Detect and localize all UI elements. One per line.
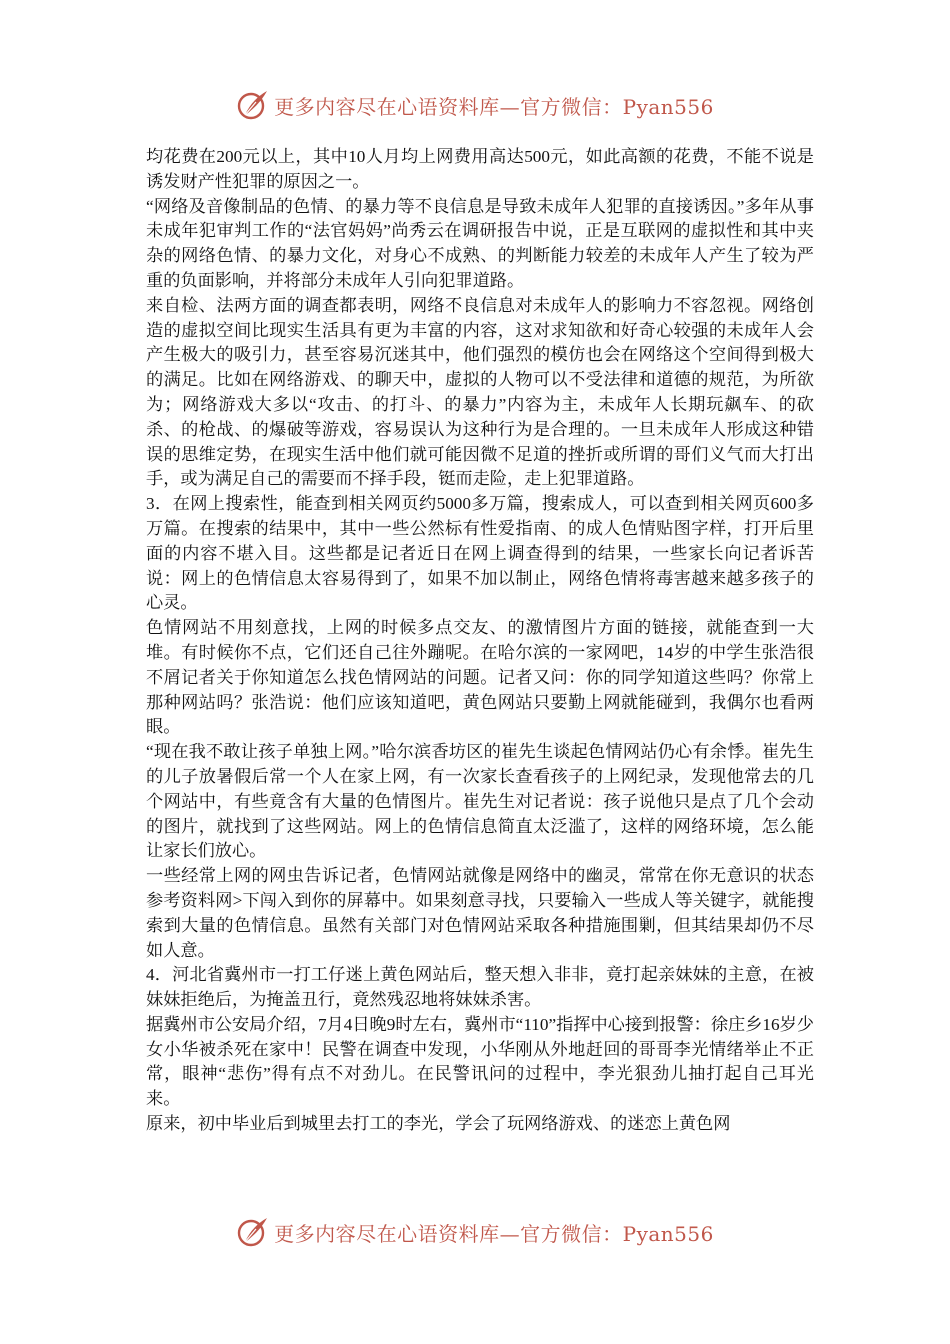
paragraph: 据冀州市公安局介绍，7月4日晚9时左右，冀州市“110”指挥中心接到报警：徐庄乡16岁少女小华被杀死在家中！民警在调查中发现，小华刚从外地赶回的哥哥李光情绪举止不正常，眼神“悲伤”得有点不对劲儿。在民警讯问的过程中，李光狠劲儿抽打起自己耳光来。 [146, 1014, 814, 1109]
header-banner [0, 85, 950, 125]
header-banner-text: 更多内容尽在心语资料库—官方微信：Pyan556 [274, 94, 714, 119]
document-body [146, 145, 814, 1137]
paragraph: 原来，初中毕业后到城里去打工的李光，学会了玩网络游戏、的迷恋上黄色网 [146, 1114, 731, 1134]
footer-banner-text: 更多内容尽在心语资料库—官方微信：Pyan556 [274, 1221, 714, 1246]
paragraph: 来自检、法两方面的调查都表明，网络不良信息对未成年人的影响力不容忽视。网络创造的虚拟空间比现实生活具有更为丰富的内容，这对求知欲和好奇心较强的未成年人会产生极大的吸引力，甚至容易沉迷其中，他们强烈的模仿也会在网络这个空间得到极大的满足。比如在网络游戏、的聊天中，虚拟的人物可以不受法律和道德的规范，为所欲为；网络游戏大多以“攻击、的打斗、的暴力”内容为主，未成年人长期玩飙车、的砍杀、的枪战、的爆破等游戏，容易误认为这种行为是合理的。一旦未成年人形成这种错误的思维定势，在现实生活中他们就可能因微不足道的挫折或所谓的哥们义气而大打出手，或为满足自己的需要而不择手段，铤而走险，走上犯罪道路。 [146, 295, 814, 489]
paragraph: 一些经常上网的网虫告诉记者，色情网站就像是网络中的幽灵，常常在你无意识的状态参考资料网>下闯入到你的屏幕中。如果刻意寻找，只要输入一些成人等关键字，就能搜索到大量的色情信息。虽然有关部门对色情网站采取各种措施围剿，但其结果却仍不尽如人意。 [146, 866, 814, 960]
paragraph: “网络及音像制品的色情、的暴力等不良信息是导致未成年人犯罪的直接诱因。”多年从事未成年犯审判工作的“法官妈妈”尚秀云在调研报告中说，正是互联网的虚拟性和其中夹杂的网络色情、的暴力文化，对身心不成熟、的判断能力较差的未成年人产生了较为严重的负面影响，并将部分未成年人引向犯罪道路。 [146, 196, 814, 290]
paragraph: “现在我不敢让孩子单独上网。”哈尔滨香坊区的崔先生谈起色情网站仍心有余悸。崔先生的儿子放暑假后常一个人在家上网，有一次家长查看孩子的上网纪录，发现他常去的几个网站中，有些竟含有大量的色情图片。崔先生对记者说：孩子说他只是点了几个会动的图片，就找到了这些网站。网上的色情信息简直太泛滥了，这样的网络环境，怎么能让家长们放心。 [146, 742, 814, 861]
feather-pen-logo-icon [236, 88, 270, 122]
paragraph: 均花费在200元以上，其中10人月均上网费用高达500元，如此高额的花费，不能不说是诱发财产性犯罪的原因之一。 [146, 147, 814, 191]
footer-banner [0, 1212, 950, 1252]
paragraph: 色情网站不用刻意找，上网的时候多点交友、的激情图片方面的链接，就能查到一大堆。有时候你不点，它们还自己往外蹦呢。在哈尔滨的一家网吧，14岁的中学生张浩很不屑记者关于你知道怎么找色情网站的问题。记者又问：你的同学知道这些吗？你常上那种网站吗？张浩说：他们应该知道吧，黄色网站只要勤上网就能碰到，我偶尔也看两眼。 [146, 618, 814, 737]
feather-pen-logo-icon [236, 1215, 270, 1249]
paragraph: 4．河北省冀州市一打工仔迷上黄色网站后，整天想入非非，竟打起亲妹妹的主意，在被妹妹拒绝后，为掩盖丑行，竟然残忍地将妹妹杀害。 [146, 965, 814, 1010]
paragraph: 3．在网上搜索性，能查到相关网页约5000多万篇，搜索成人，可以查到相关网页600多万篇。在搜索的结果中，其中一些公然标有性爱指南、的成人色情贴图字样，打开后里面的内容不堪入目。这些都是记者近日在网上调查得到的结果，一些家长向记者诉苦说：网上的色情信息太容易得到了，如果不加以制止，网络色情将毒害越来越多孩子的心灵。 [146, 494, 814, 613]
